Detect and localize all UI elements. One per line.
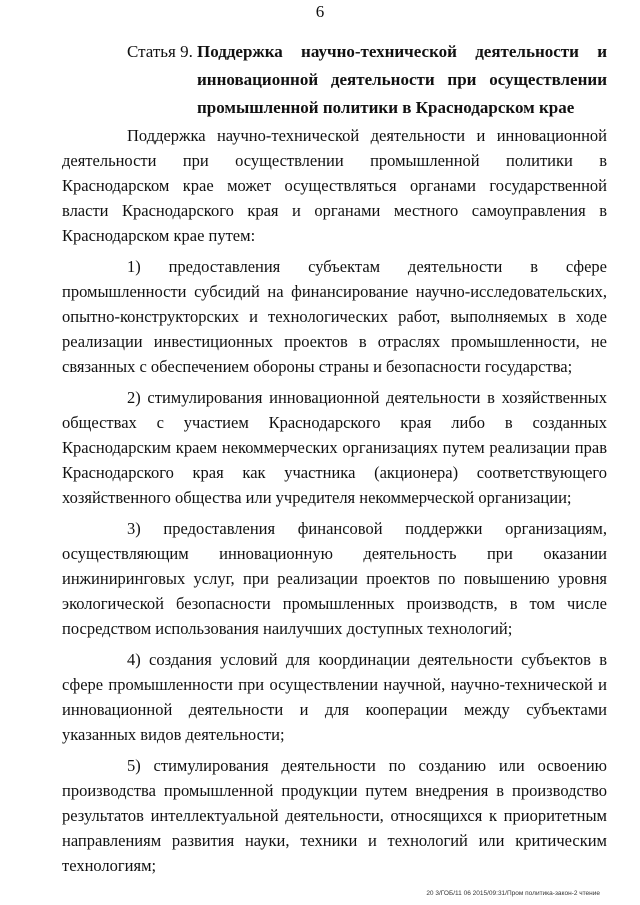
footer-document-code: 20 3/ГОБ/11 06 2015/09:31/Пром политика-закон-2 чтение — [426, 890, 600, 897]
paragraph-intro: Поддержка научно-технической деятельности и инновационной деятельности при осуществлении промышленной политики в Краснодарском крае может осуществляться органами государственной власти Краснодарского края и органами местного самоуправления в Краснодарском крае путем: — [62, 126, 607, 245]
list-item-3: 3) предоставления финансовой поддержки организациям, осуществляющим инновационную деятельность при оказании инжиниринговых услуг, при реализации проектов по повышению уровня экологической безопасности промышленных производств, в том числе посредством использования наилучших доступных технологий; — [62, 519, 607, 638]
list-item-5: 5) стимулирования деятельности по созданию или освоению производства промышленной продукции путем внедрения в производство результатов интеллектуальной деятельности, относящихся к приоритетным направлениям развития науки, техники и технологий или критическим технологиям; — [62, 756, 607, 875]
article-body — [62, 123, 607, 884]
article-label: Статья 9. — [127, 42, 193, 61]
list-item-4: 4) создания условий для координации деятельности субъектов в сфере промышленности при осуществлении научной, научно-технической и инновационной деятельности и для кооперации между субъектами указанных видов деятельности; — [62, 650, 607, 744]
list-item-2: 2) стимулирования инновационной деятельности в хозяйственных обществах с участием Краснодарского края либо в созданных Краснодарским краем некоммерческих организациях путем реализации прав Краснодарского края как участника (акционера) соответствующего хозяйственного общества или учредителя некоммерческой организации; — [62, 388, 607, 507]
page-number: 6 — [315, 2, 325, 21]
article-heading — [127, 38, 607, 122]
list-item-1: 1) предоставления субъектам деятельности в сфере промышленности субсидий на финансирование научно-исследовательских, опытно-конструкторских и технологических работ, выполняемых в ходе реализации инвестиционных проектов в отраслях промышленности, не связанных с обеспечением обороны страны и безопасности государства; — [62, 257, 607, 376]
article-title: Поддержка научно-технической деятельности и инновационной деятельности при осуществлении промышленной политики в Краснодарском крае — [197, 42, 607, 117]
